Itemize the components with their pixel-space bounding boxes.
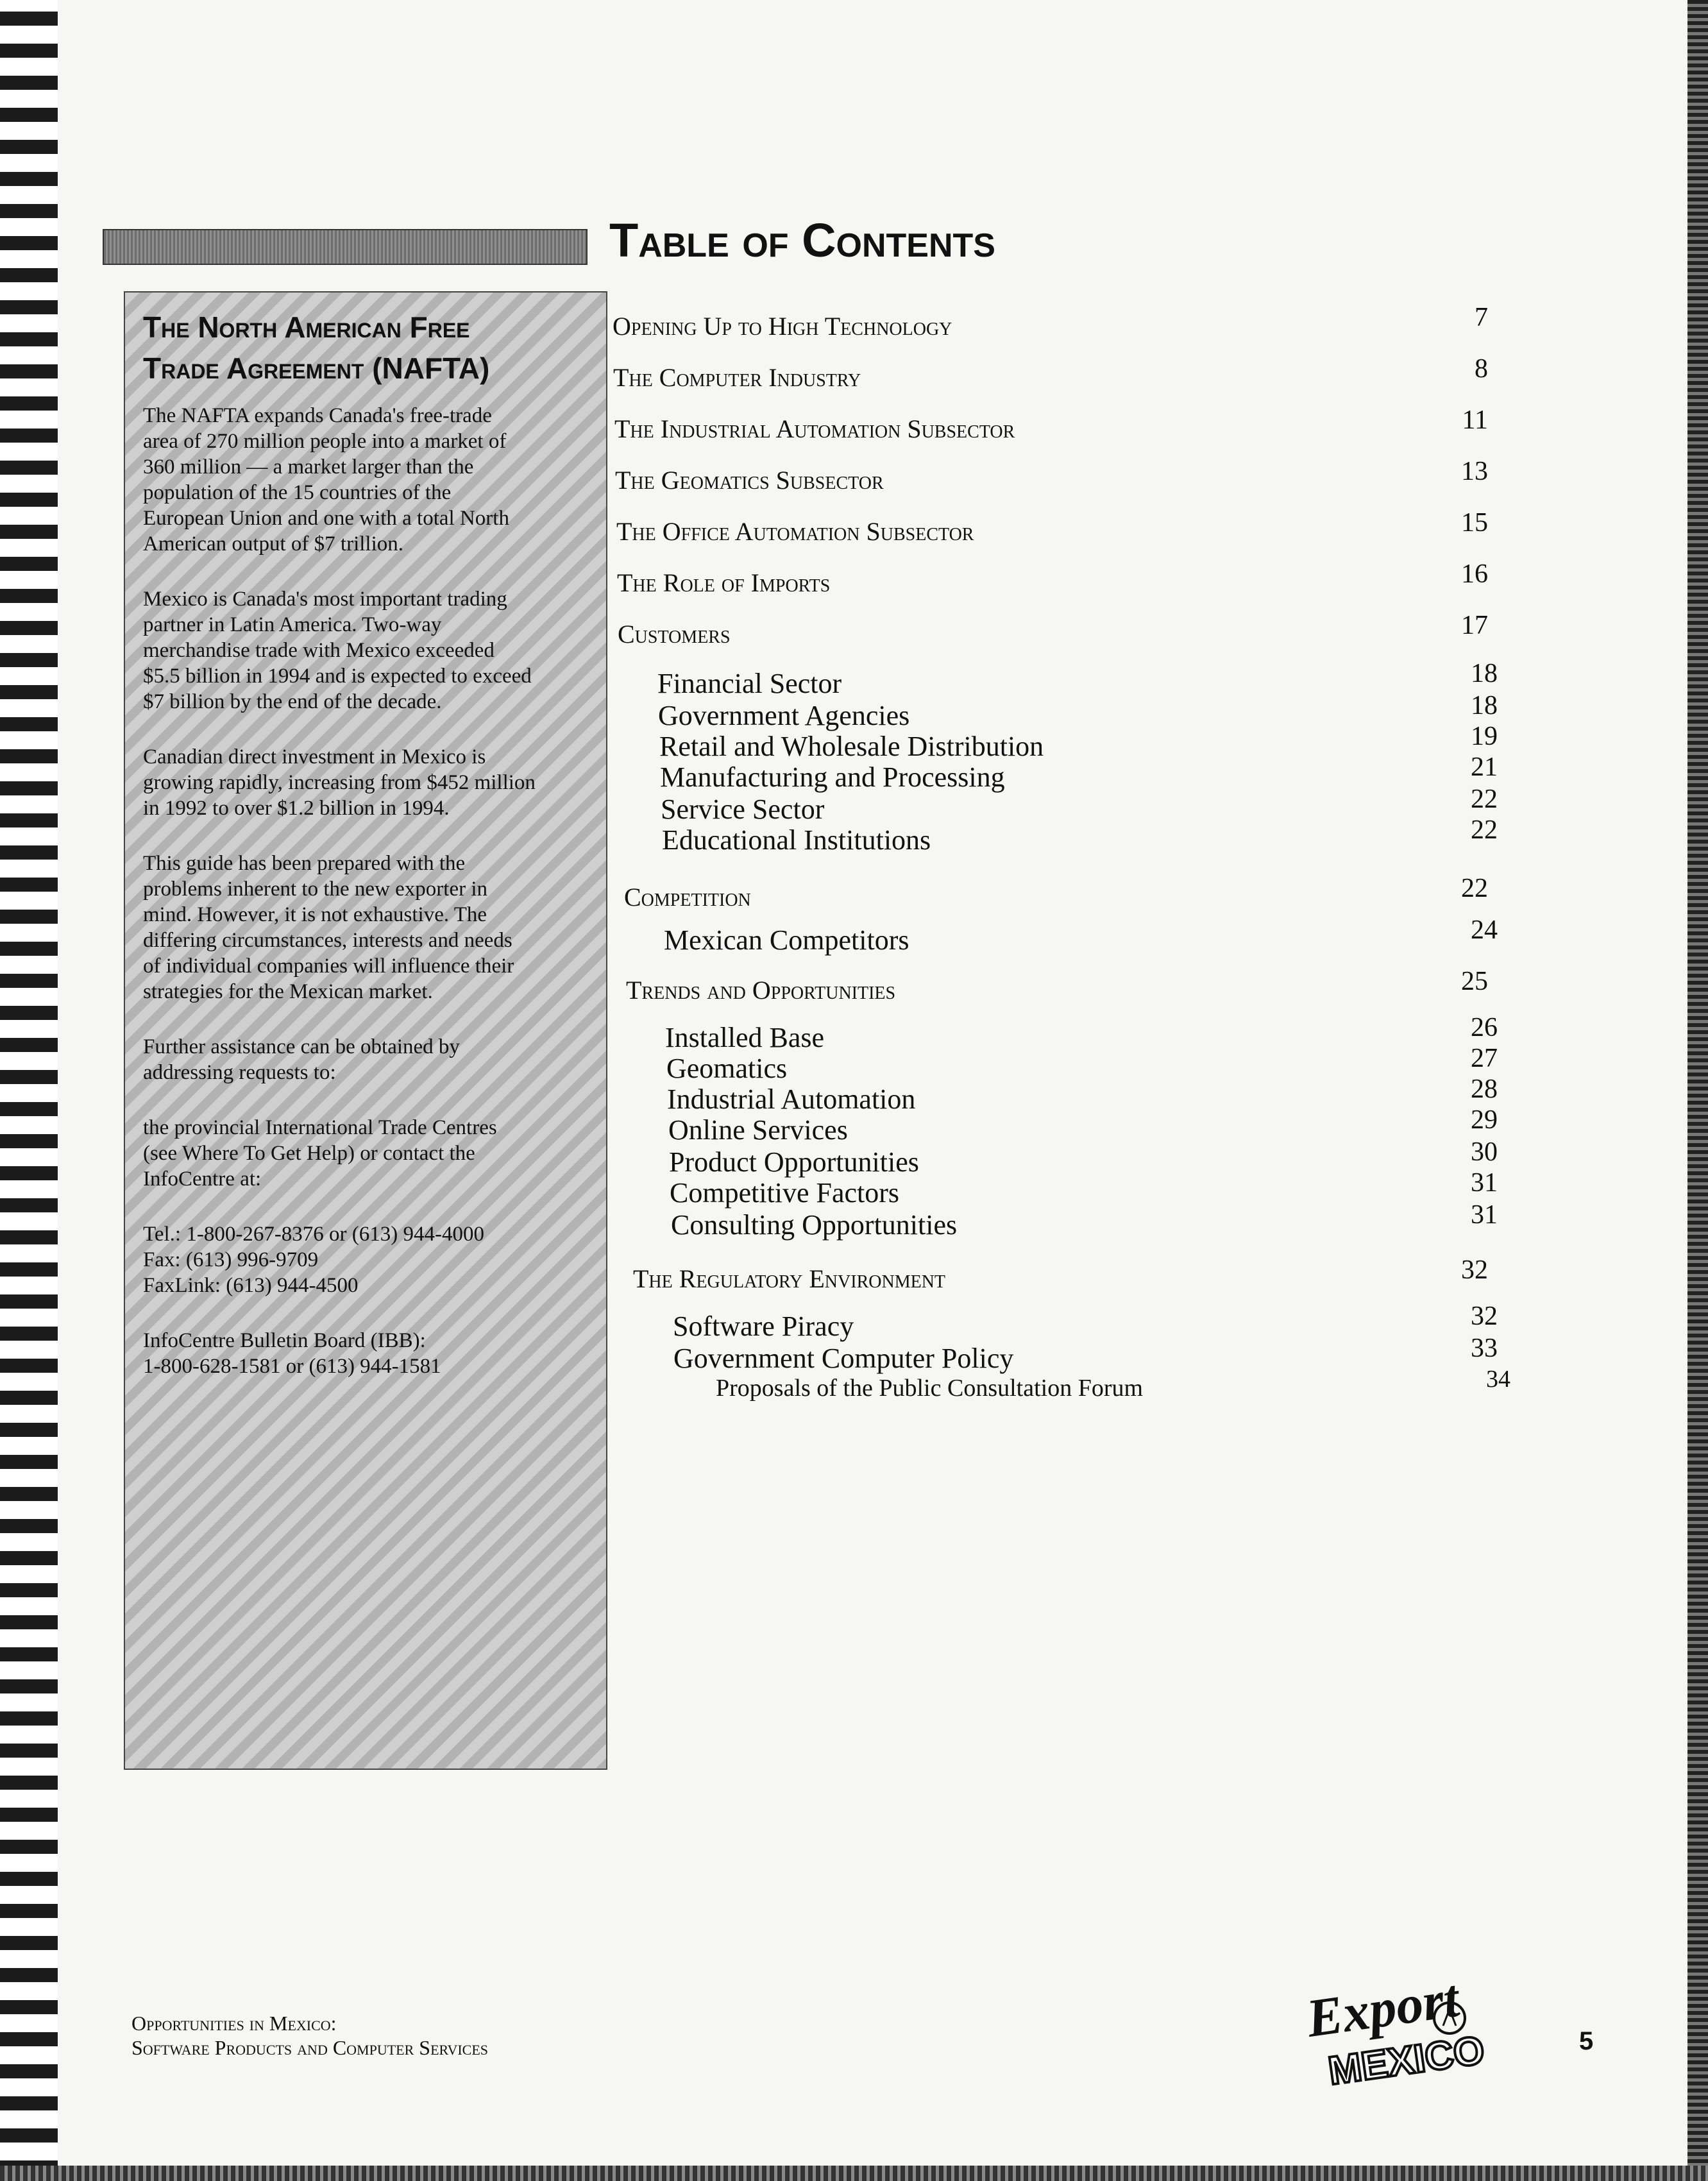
sidebar-paragraph-line: merchandise trade with Mexico exceeded [143,639,495,662]
sidebar-paragraph-line: Canadian direct investment in Mexico is [143,745,486,768]
sidebar-paragraph-line: population of the 15 countries of the [143,481,452,504]
toc-entry-page: 11 [1462,405,1488,435]
toc-subsection-entry [0,815,1708,862]
toc-entry-page: 18 [1471,691,1498,720]
toc-entry-label: Service Sector [661,793,825,825]
footer-publication-title [131,2011,488,2060]
sidebar-paragraph-line: of individual companies will influence their [143,955,514,978]
footer-title-line: Opportunities in Mexico: [131,2012,337,2035]
toc-entry-page: 31 [1471,1200,1498,1230]
toc-entry-page: 22 [1471,815,1498,845]
toc-subsection-entry [0,915,1708,962]
toc-entry-label: Consulting Opportunities [671,1209,958,1241]
sidebar-paragraph-line: FaxLink: (613) 944-4500 [143,1274,359,1297]
sidebar-header-bar [103,229,588,265]
toc-entry-label: Customers [618,620,731,649]
sidebar-paragraph-line: (see Where To Get Help) or contact the [143,1142,475,1165]
toc-entry-label: Opening Up to High Technology [613,312,952,341]
sidebar-paragraph-line: the provincial International Trade Centres [143,1116,497,1139]
sidebar-paragraph-line: Further assistance can be obtained by [143,1035,460,1058]
toc-entry-page: 32 [1461,1255,1488,1285]
toc-entry-page: 18 [1471,659,1498,688]
toc-entry-label: Government Agencies [658,700,910,731]
toc-entry-page: 26 [1471,1013,1498,1042]
toc-entry-label: Competitive Factors [670,1177,900,1209]
toc-entry-page: 33 [1471,1334,1498,1363]
export-mexico-logo-graphic [1301,1976,1493,2091]
toc-section-entry [0,559,1708,606]
logo-line1: Export [1303,1976,1463,2049]
toc-entry-label: Industrial Automation [667,1083,916,1115]
toc-entry-page: 16 [1461,559,1488,589]
toc-entry-label: The Regulatory Environment [633,1264,946,1293]
toc-section-entry [0,405,1708,452]
toc-entry-page: 7 [1475,303,1488,332]
toc-entry-label: Software Piracy [673,1311,854,1342]
toc-section-entry [0,967,1708,1014]
toc-entry-label: Proposals of the Public Consultation Forum [716,1375,1144,1402]
sidebar-paragraph-line: American output of $7 trillion. [143,532,404,556]
sidebar-paragraph-line: 1-800-628-1581 or (613) 944-1581 [143,1355,441,1378]
sidebar-title-line: Trade Agreement (NAFTA) [143,352,490,385]
toc-entry-label: The Role of Imports [617,568,831,597]
toc-entry-page: 25 [1461,967,1488,996]
toc-entry-label: Trends and Opportunities [626,976,896,1005]
toc-entry-label: Mexican Competitors [664,924,909,956]
sidebar-paragraph-line: partner in Latin America. Two-way [143,613,442,636]
toc-entry-page: 21 [1471,752,1498,782]
sidebar-paragraph-line: in 1992 to over $1.2 billion in 1994. [143,797,450,820]
sidebar-paragraph-line: strategies for the Mexican market. [143,980,433,1003]
toc-section-entry [0,303,1708,350]
sidebar-paragraph-line: growing rapidly, increasing from $452 million [143,771,536,794]
toc-entry-page: 27 [1471,1044,1498,1073]
toc-entry-label: The Geomatics Subsector [615,466,884,495]
toc-entry-label: Government Computer Policy [673,1343,1014,1374]
logo-line2: MEXICO [1325,2028,1487,2091]
toc-subsection-entry [0,1200,1708,1247]
toc-entry-label: The Office Automation Subsector [616,517,974,546]
toc-entry-page: 8 [1475,354,1488,384]
footer-title-line: Software Products and Computer Services [131,2036,489,2059]
toc-entry-page: 19 [1471,722,1498,751]
toc-entry-page: 34 [1486,1366,1510,1393]
sidebar-paragraph-line: The NAFTA expands Canada's free-trade [143,404,492,427]
export-mexico-logo [1301,1976,1493,2091]
sidebar-paragraph-line: area of 270 million people into a market of [143,430,507,453]
toc-entry-label: Product Opportunities [669,1146,919,1178]
toc-entry-label: Educational Institutions [662,824,931,856]
sidebar-title-line: The North American Free [143,310,470,344]
toc-entry-page: 28 [1471,1074,1498,1104]
sidebar-paragraph-line: InfoCentre at: [143,1167,262,1191]
sidebar-paragraph-line: $7 billion by the end of the decade. [143,690,442,713]
toc-section-entry [0,508,1708,555]
sidebar-paragraph-line: differing circumstances, interests and needs [143,929,512,952]
page-number: 5 [1579,2027,1594,2055]
toc-entry-label: Retail and Wholesale Distribution [659,731,1044,762]
sidebar-paragraph-line: Mexico is Canada's most important trading [143,588,507,611]
toc-entry-label: Manufacturing and Processing [660,761,1005,793]
toc-section-entry [0,611,1708,658]
toc-entry-page: 31 [1471,1168,1498,1198]
toc-entry-page: 32 [1471,1302,1498,1331]
toc-entry-label: Online Services [668,1114,848,1146]
toc-entry-page: 29 [1471,1105,1498,1135]
toc-section-entry [0,354,1708,401]
toc-entry-label: Geomatics [666,1053,788,1084]
sidebar-paragraph-line: addressing requests to: [143,1061,336,1084]
toc-entry-page: 22 [1461,874,1488,903]
toc-entry-label: The Industrial Automation Subsector [614,414,1015,443]
sidebar-paragraph-line: 360 million — a market larger than the [143,455,474,479]
toc-entry-page: 13 [1461,457,1488,486]
toc-entry-label: Competition [624,883,751,912]
page-edge-bottom [0,2166,1708,2181]
toc-entry-label: Installed Base [665,1022,825,1053]
toc-entry-label: The Computer Industry [613,363,861,392]
toc-entry-page: 22 [1471,785,1498,814]
toc-title: Table of Contents [609,214,995,267]
toc-entry-page: 30 [1471,1137,1498,1167]
toc-entry-label: Financial Sector [657,668,842,699]
sidebar-paragraph-line: mind. However, it is not exhaustive. The [143,903,487,926]
sidebar-paragraph-line: Fax: (613) 996-9709 [143,1248,319,1271]
toc-entry-page: 15 [1461,508,1488,538]
sidebar-paragraph-line: $5.5 billion in 1994 and is expected to exceed [143,665,532,688]
toc-entry-page: 17 [1461,611,1488,640]
sidebar-paragraph-line: European Union and one with a total North [143,507,509,530]
sidebar-paragraph-line: InfoCentre Bulletin Board (IBB): [143,1329,426,1352]
sidebar-paragraph-line: Tel.: 1-800-267-8376 or (613) 944-4000 [143,1223,485,1246]
sidebar-paragraph-line: This guide has been prepared with the [143,852,466,875]
toc-section-entry [0,457,1708,504]
sidebar-paragraph-line: problems inherent to the new exporter in [143,878,488,901]
toc-entry-page: 24 [1471,915,1498,945]
